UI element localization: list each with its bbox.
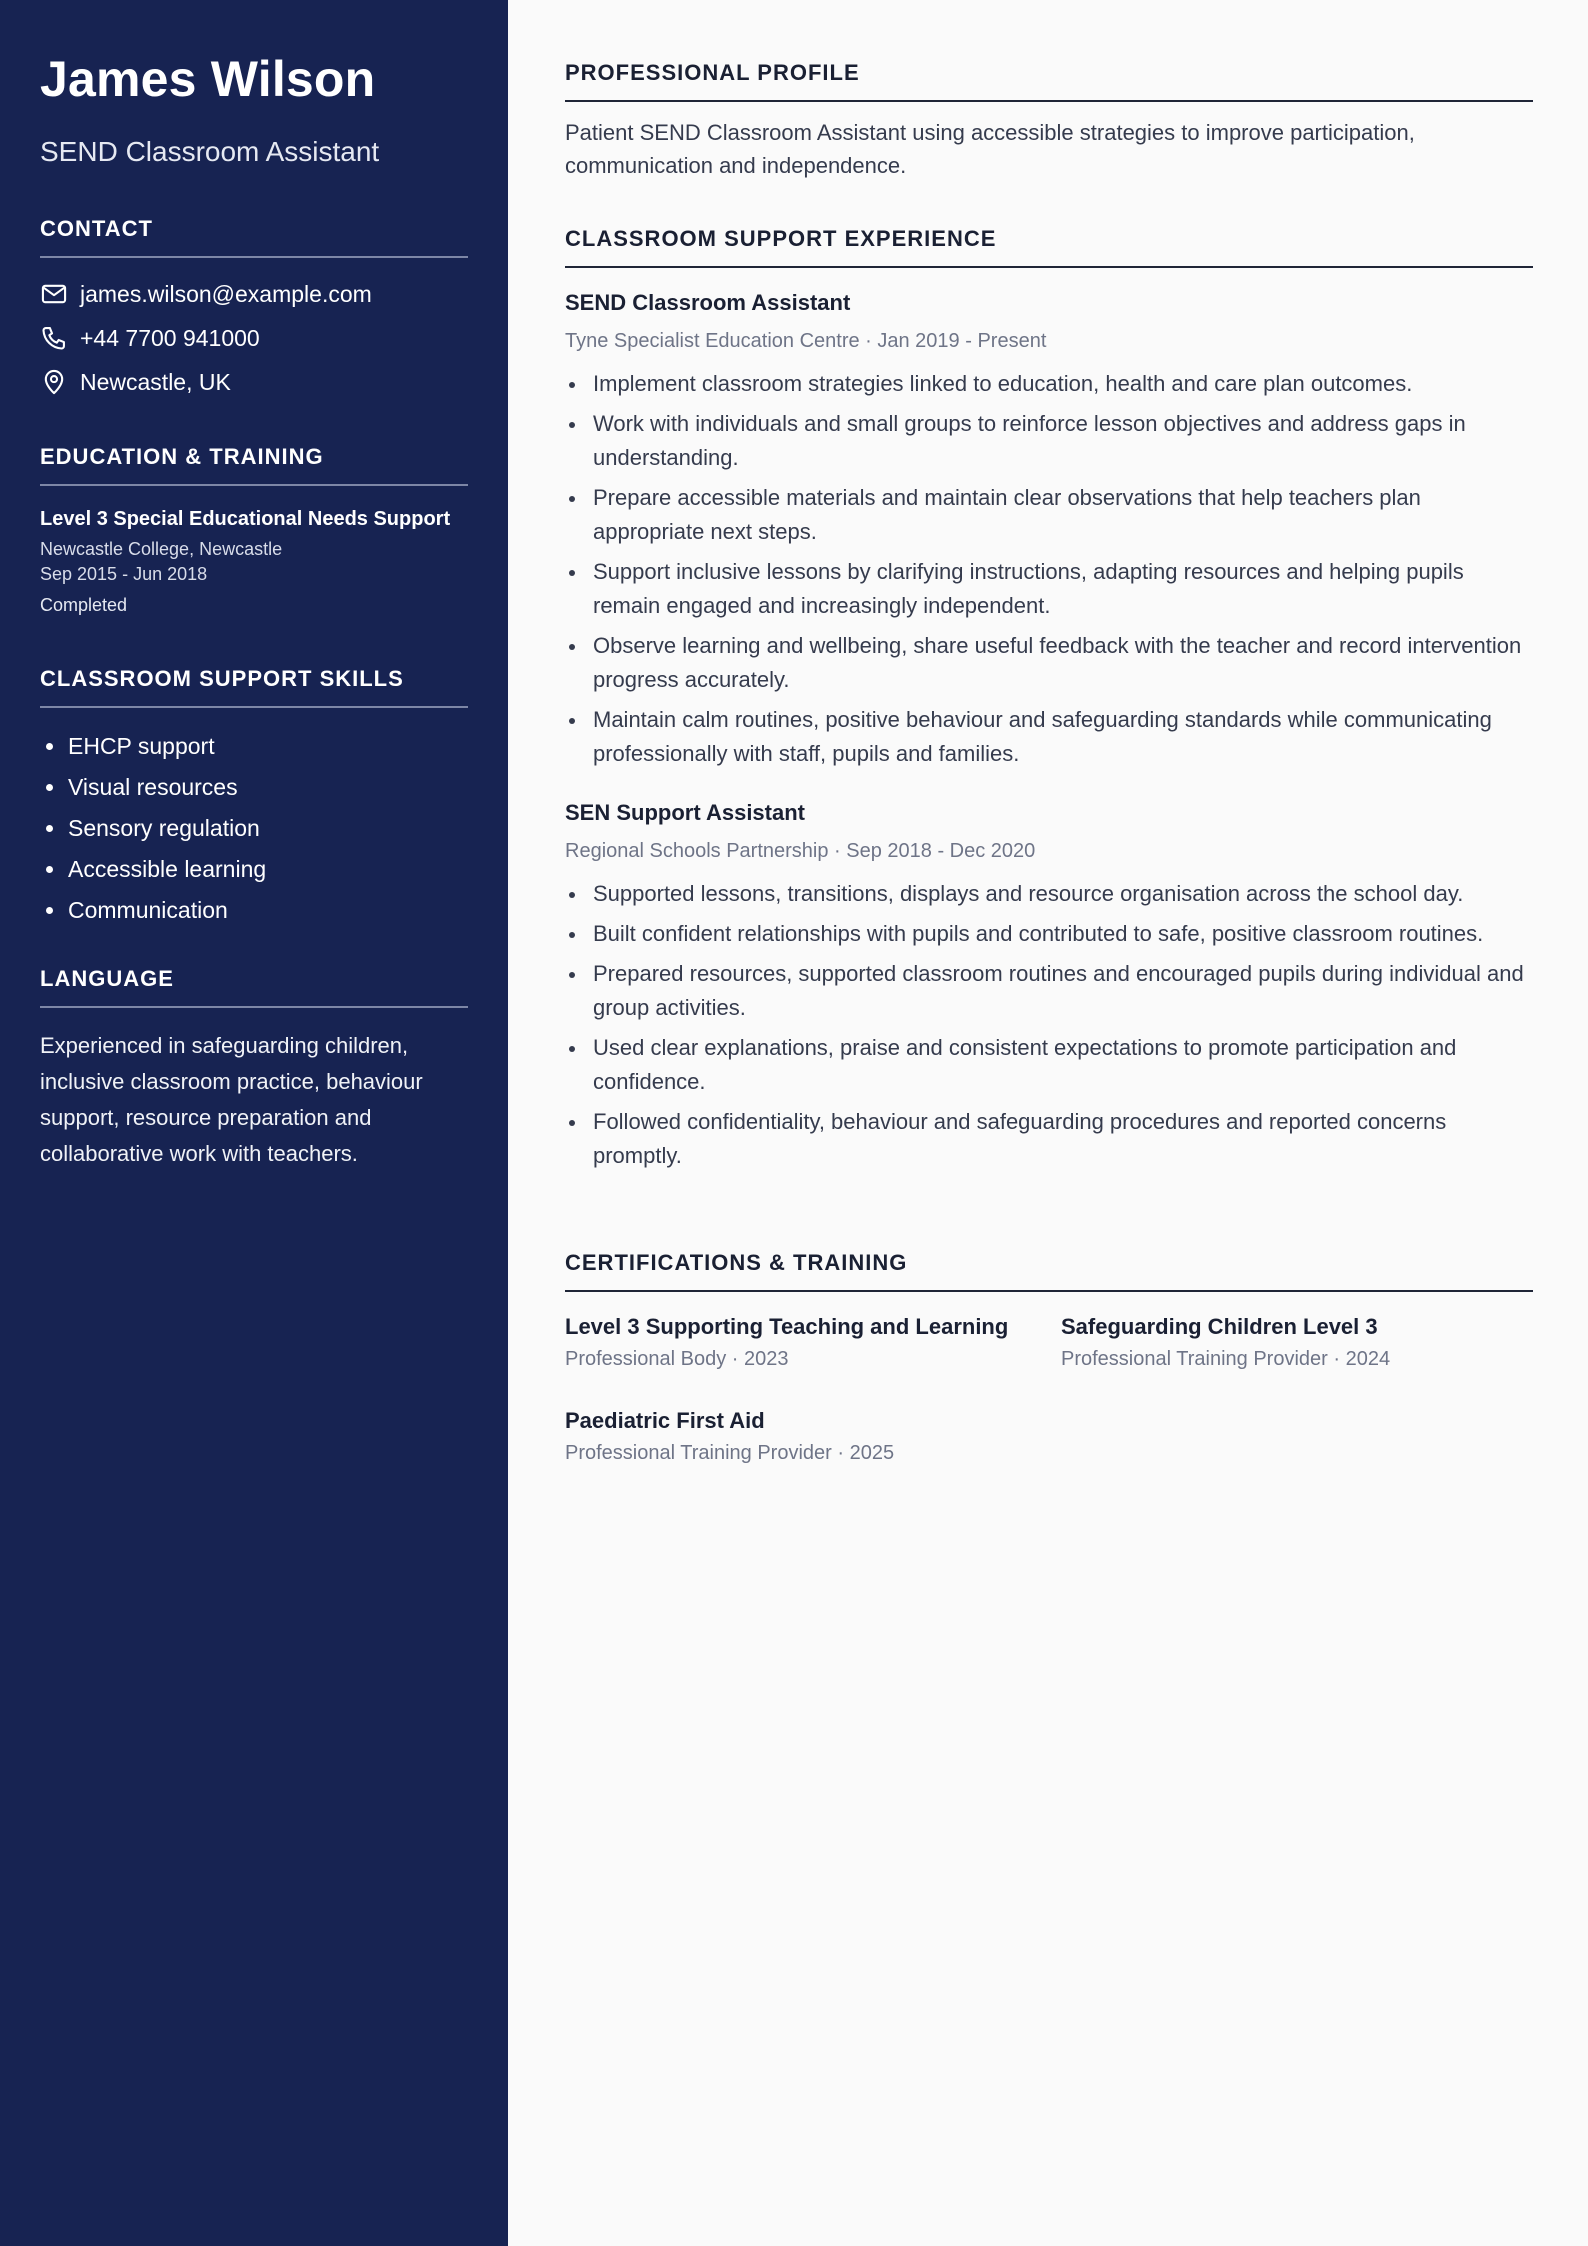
profile-text: Patient SEND Classroom Assistant using accessible strategies to improve participation, communication and independence.: [565, 120, 1415, 178]
certification-item: [1061, 1314, 1531, 1371]
sidebar: [0, 0, 508, 2246]
certification-title: Level 3 Supporting Teaching and Learning: [565, 1314, 1009, 1339]
job-bullet: Maintain calm routines, positive behaviour and safeguarding standards while communicating professionally with staff, pupils and families.: [565, 703, 1533, 771]
job-bullet: Observe learning and wellbeing, share useful feedback with the teacher and record intervention progress accurately.: [565, 629, 1533, 697]
skills-section: [40, 666, 468, 935]
certification-item: [565, 1408, 1035, 1465]
job-bullets: [565, 367, 1533, 771]
skill-item: Visual resources: [40, 771, 468, 812]
phone-text: +44 7700 941000: [80, 324, 260, 351]
language-text: Experienced in safeguarding children, inclusive classroom practice, behaviour support, resource preparation and collaborative work with teachers.: [40, 1033, 423, 1166]
location-pin-icon: [40, 368, 68, 396]
skill-item: Accessible learning: [40, 853, 468, 894]
job-entry: [565, 290, 1533, 777]
certification-title: Safeguarding Children Level 3: [1061, 1314, 1378, 1339]
job-bullet: Support inclusive lessons by clarifying instructions, adapting resources and helping pupils remain engaged and increasingly independent.: [565, 555, 1533, 623]
skill-item: Communication: [40, 894, 468, 935]
job-bullet: Prepared resources, supported classroom routines and encouraged pupils during individual and group activities.: [565, 957, 1533, 1025]
job-bullet: Implement classroom strategies linked to education, health and care plan outcomes.: [565, 367, 1533, 401]
skill-item: Sensory regulation: [40, 812, 468, 853]
contact-location: [40, 360, 468, 404]
skills-heading: CLASSROOM SUPPORT SKILLS: [40, 666, 468, 708]
education-section: [40, 444, 468, 616]
certification-meta: Professional Training Provider · 2024: [1061, 1348, 1391, 1370]
job-meta: Regional Schools Partnership · Sep 2018 - Dec 2020: [565, 840, 1036, 862]
certification-meta: Professional Body · 2023: [565, 1348, 789, 1370]
job-bullet: Followed confidentiality, behaviour and safeguarding procedures and reported concerns promptly.: [565, 1105, 1533, 1173]
candidate-role: SEND Classroom Assistant: [40, 136, 380, 167]
language-heading: LANGUAGE: [40, 966, 468, 1008]
job-bullet: Work with individuals and small groups to reinforce lesson objectives and address gaps in understanding.: [565, 407, 1533, 475]
education-institution: Newcastle College, Newcastle: [40, 539, 283, 559]
education-heading: EDUCATION & TRAINING: [40, 444, 468, 486]
contact-email[interactable]: [40, 272, 468, 316]
contact-section: [40, 216, 468, 404]
job-bullets: [565, 877, 1533, 1173]
skills-list: [40, 730, 468, 935]
certification-meta: Professional Training Provider · 2025: [565, 1442, 895, 1464]
candidate-name: James Wilson: [40, 51, 376, 107]
job-bullet: Built confident relationships with pupils and contributed to safe, positive classroom routines.: [565, 917, 1533, 951]
certification-title: Paediatric First Aid: [565, 1408, 765, 1433]
language-section: [40, 966, 468, 1172]
location-text: Newcastle, UK: [80, 368, 231, 395]
education-title: Level 3 Special Educational Needs Support: [40, 508, 451, 530]
experience-heading: CLASSROOM SUPPORT EXPERIENCE: [565, 226, 1533, 268]
job-title: SEN Support Assistant: [565, 800, 805, 825]
job-title: SEND Classroom Assistant: [565, 290, 851, 315]
contact-heading: CONTACT: [40, 216, 468, 258]
education-status: Completed: [40, 595, 128, 615]
email-text: james.wilson@example.com: [80, 280, 372, 307]
phone-icon: [40, 324, 68, 352]
education-dates: Sep 2015 - Jun 2018: [40, 564, 208, 584]
job-entry: [565, 800, 1533, 1179]
job-bullet: Prepare accessible materials and maintain clear observations that help teachers plan appropriate next steps.: [565, 481, 1533, 549]
mail-icon: [40, 280, 68, 308]
skill-item: EHCP support: [40, 730, 468, 771]
certifications-heading: CERTIFICATIONS & TRAINING: [565, 1250, 1533, 1292]
contact-phone[interactable]: [40, 316, 468, 360]
job-bullet: Supported lessons, transitions, displays and resource organisation across the school day.: [565, 877, 1533, 911]
job-meta: Tyne Specialist Education Centre · Jan 2019 - Present: [565, 330, 1047, 352]
certification-item: [565, 1314, 1035, 1371]
profile-heading: PROFESSIONAL PROFILE: [565, 60, 1533, 102]
job-bullet: Used clear explanations, praise and consistent expectations to promote participation and confidence.: [565, 1031, 1533, 1099]
